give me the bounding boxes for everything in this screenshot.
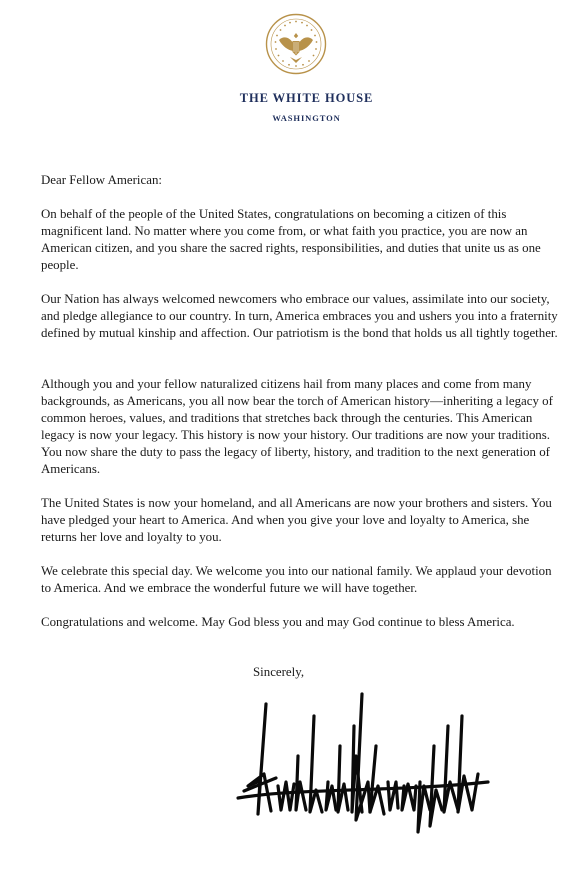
paragraph-5: We celebrate this special day. We welcome you into our national family. We applaud your devotion to America. And we embrace the wonderful future we will have together. (41, 564, 552, 595)
closing: Sincerely, (253, 665, 305, 679)
presidential-seal-icon (265, 13, 327, 75)
paragraph-1: On behalf of the people of the United States, congratulations on becoming a citizen of this magnificent land. No matter where you come from, or what faith you practice, you are now an American citizen, and you share the sacred rights, responsibilities, and duties that unite us as one people. (41, 207, 541, 272)
signature-icon (236, 686, 498, 836)
salutation: Dear Fellow American: (41, 173, 162, 187)
paragraph-6: Congratulations and welcome. May God bless you and may God continue to bless America. (41, 615, 515, 629)
paragraph-2: Our Nation has always welcomed newcomers who embrace our values, assimilate into our society, and pledge allegiance to our country. In turn, America embraces you and ushers you into a fraternity defined by mutual kinship and affection. Our patriotism is the bond that holds us all tightly together. (41, 292, 558, 340)
paragraph-4: The United States is now your homeland, and all Americans are now your brothers and sisters. You have pledged your heart to America. And when you give your love and loyalty to America, she returns her love and loyalty to you. (41, 496, 552, 544)
letterhead-title: THE WHITE HOUSE (239, 91, 374, 105)
paragraph-3: Although you and your fellow naturalized citizens hail from many places and come from many backgrounds, as Americans, you all now bear the torch of American history—inheriting a legacy of common heroes, values, and traditions that stretches back through the centuries. This American legacy is now your legacy. This history is now your history. Our traditions are now your traditions. You now share the duty to pass the legacy of liberty, history, and tradition to the next generation of Americans. (41, 377, 553, 476)
letterhead-location: WASHINGTON (272, 113, 341, 123)
